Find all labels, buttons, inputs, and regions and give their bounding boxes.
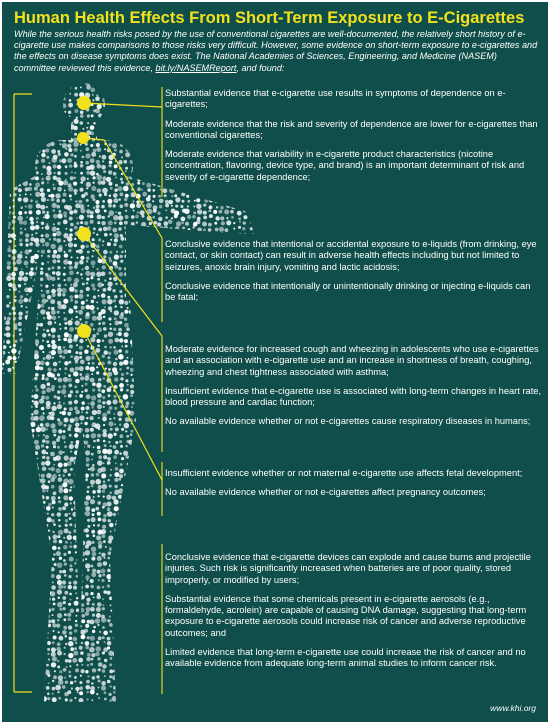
page-title: Human Health Effects From Short-Term Exposure to E-Cigarettes — [14, 9, 525, 27]
evidence-item: Moderate evidence that the risk and severity of dependence are lower for e-cigarettes than conventional cigarettes; — [165, 118, 538, 140]
intro-text: While the serious health risks posed by the use of conventional cigarettes are well-documented, the relatively short history of e-cigarette use makes comparisons to those risks very difficult. However, some evidence on short-term exposure to e-cigarettes and the effects on disease symptoms does exist. The National Academies of Sciences, Engineering, and Medicine (NASEM) committee reviewed this evidence, — [14, 29, 538, 73]
evidence-item: Insufficient evidence that e-cigarette use is associated with long-term changes in heart rate, blood pressure and cardiac function; — [165, 385, 542, 408]
evidence-group-chest — [165, 344, 543, 436]
evidence-item: Moderate evidence for increased cough and wheezing in adolescents who use e-cigarettes and an association with e-cigarette use and an increase in shortness of breath, coughing, wheezing and chest tightness associated with asthma; — [165, 344, 539, 377]
evidence-item: Limited evidence that long-term e-cigarette use could increase the risk of cancer and no available evidence from adequate long-term animal studies to inform cancer risk. — [165, 647, 526, 669]
brain-marker — [77, 96, 91, 110]
evidence-item: Conclusive evidence that e-cigarette devices can explode and cause burns and projectile injuries. Such risk is significantly increased when batteries are of poor quality, stored improperly, or modified by users; — [165, 552, 531, 585]
nasem-report-link[interactable]: bit.ly/NASEMReport — [155, 62, 237, 73]
abdomen-marker — [77, 324, 91, 338]
evidence-group-body — [165, 552, 543, 678]
infographic-poster — [2, 2, 548, 722]
source-credit: www.khi.org — [490, 703, 536, 713]
evidence-item: Moderate evidence that variability in e-cigarette product characteristics (nicotine concentration, flavoring, device type, and brand) is an important determinant of risk and severity of e-cigarette dependence; — [165, 149, 525, 182]
evidence-item: No available evidence whether or not e-cigarettes cause respiratory diseases in humans; — [165, 416, 531, 427]
evidence-item: Insufficient evidence whether or not maternal e-cigarette use affects fetal development; — [165, 468, 523, 478]
evidence-item: No available evidence whether or not e-cigarettes affect pregnancy outcomes; — [165, 487, 486, 498]
evidence-item: Conclusive evidence that intentionally or unintentionally drinking or injecting e-liquids can be fatal; — [165, 280, 531, 303]
throat-marker — [77, 132, 89, 144]
intro-tail: , and found: — [236, 62, 285, 73]
evidence-group-abdomen — [165, 468, 543, 507]
evidence-item: Substantial evidence that e-cigarette use results in symptoms of dependence on e-cigarettes; — [165, 88, 506, 110]
evidence-group-throat — [165, 239, 543, 311]
chest-marker — [77, 227, 91, 241]
evidence-item: Conclusive evidence that intentional or accidental exposure to e-liquids (from drinking, eye contact, or skin contact) can result in adverse health effects including but not limited to seizures, anoxic brain injury, vomiting and lactic acidosis; — [165, 239, 537, 272]
evidence-group-brain — [165, 88, 543, 191]
evidence-item: Substantial evidence that some chemicals present in e-cigarette aerosols (e.g., formaldehyde, acrolein) are capable of causing DNA damage, suggesting that long-term exposure to e-cigarette aerosols could increase risk of cancer and adverse reproductive outcomes; and — [165, 593, 527, 638]
